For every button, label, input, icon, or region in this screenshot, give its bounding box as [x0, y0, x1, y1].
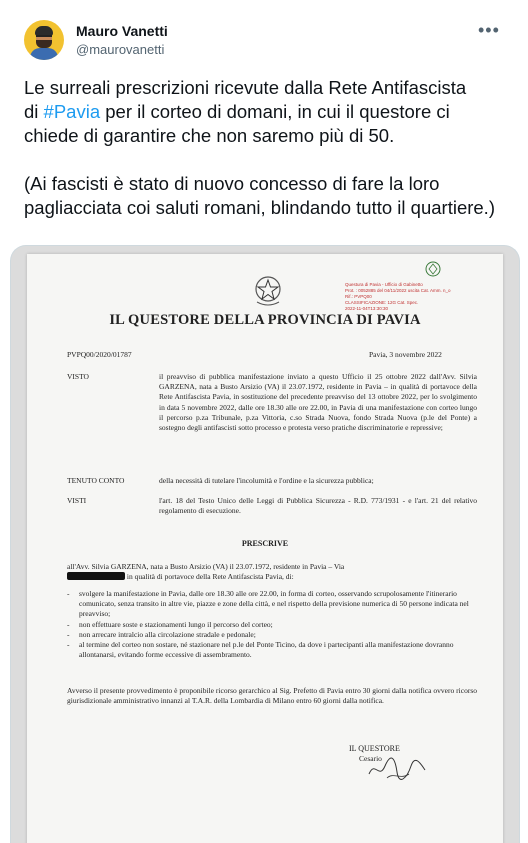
tweet-image[interactable]	[10, 245, 520, 843]
author-name[interactable]: Mauro Vanetti	[76, 23, 168, 39]
document-title: IL QUESTORE DELLA PROVINCIA DI PAVIA	[109, 312, 421, 328]
signature-icon	[367, 754, 427, 782]
document-date: Pavia, 3 novembre 2022	[369, 350, 442, 359]
protocol-number: PVPQ00/2020/01787	[67, 350, 132, 359]
addressee-text: all'Avv. Silvia GARZENA, nata a Busto Arsizio (VA) il 23.07.1972, residente in Pavia – Via in qualità di portavoce della Rete Antifascista Pavia, di:	[67, 562, 345, 582]
more-icon[interactable]: •••	[478, 20, 500, 40]
italian-emblem-icon	[253, 274, 283, 308]
tweet-text-paragraph: (Ai fascisti è stato di nuovo concesso di fare la loro pagliacciata coi saluti romani, blindando tutto il quartiere.)	[24, 173, 495, 218]
signer-name: Cesario	[359, 754, 382, 763]
hashtag-link[interactable]: #Pavia	[43, 101, 101, 122]
list-item: - svolgere la manifestazione in Pavia, dalle ore 18.30 alle ore 22.00, in forma di corteo, osservando scrupolosamente l'itinerario comunicato, senza transito in altre vie, piazze e zone della città, e nel rispetto della previsione numerica di 50 persone indicata nel preavviso;	[67, 589, 477, 620]
stamp-line: Rif.: PVPQ00	[345, 294, 372, 299]
visti-text: l'art. 18 del Testo Unico delle Leggi di Pubblica Sicurezza - R.D. 773/1931 - e l'art. 21 del relativo regolamento di esecuzione.	[159, 496, 477, 516]
seal-icon	[425, 260, 441, 278]
prescrive-heading: PRESCRIVE	[241, 539, 289, 548]
list-item: - non effettuare soste e stazionamenti lungo il percorso del corteo;	[67, 620, 477, 630]
tenuto-conto-text: della necessità di tutelare l'incolumità e l'ordine e la sicurezza pubblica;	[159, 476, 374, 485]
prescription-list	[67, 589, 477, 660]
tweet-text-line: per il corteo di domani, in cui il questore ci	[100, 101, 450, 122]
author-handle[interactable]: @maurovanetti	[76, 42, 165, 57]
tweet-text-line: di	[24, 101, 44, 122]
visti-label: VISTI	[67, 496, 87, 505]
tenuto-conto-label: TENUTO CONTO	[67, 476, 125, 485]
stamp-line: Prot. : 0052885 del 04/11/2022 uscita Cat. Amm. n_o	[345, 288, 451, 293]
stamp-line: 2022-11-04T13:30:30	[345, 306, 388, 311]
tweet-text-line: chiede di garantire che non saremo più di 50.	[24, 125, 395, 146]
redaction-bar	[67, 572, 125, 580]
appeal-text: Avverso il presente provvedimento è proponibile ricorso gerarchico al Sig. Prefetto di Pavia entro 30 giorni dalla notifica ovvero ricorso giurisdizionale amministrativo innanzi al T.A.R. della Lombardia di Milano entro 60 giorni dalla notifica.	[67, 686, 477, 706]
visto-label: VISTO	[67, 372, 89, 381]
stamp-line: CLASSIFICAZIONE: 12G Cat. Spec.	[345, 300, 419, 305]
list-item: - al termine del corteo non sostare, né stazionare nel p.le del Ponte Ticino, da dove i partecipanti alla manifestazione dovranno allontanarsi, evitando forme eccessive di assembramento.	[67, 640, 477, 660]
tweet-text	[24, 76, 504, 220]
visto-text: il preavviso di pubblica manifestazione inviato a questo Ufficio il 25 ottobre 2022 dall'Avv. Silvia GARZENA, nata a Busto Arsizio (VA) il 23.07.1972, residente in Pavia – in qualità di portavoce della Rete Antifascista Pavia, in sostituzione del precedente preavviso del 13 ottobre 2022, per lo svolgimento in data 5 novembre 2022, dalle ore 18.30 alle ore 22.00, in Pavia di una manifestazione con corteo lungo il percorso p.za Tribunale, p.za Vittoria, c.so Strada Nuova, fondo Strada Nuova (p.le del Ponte) a sostegno degli antifascisti sotto processo e protesta verso pratiche discriminatorie e repressive;	[159, 372, 477, 433]
tweet-text-line: Le surreali prescrizioni ricevute dalla Rete Antifascista	[24, 77, 467, 98]
document-scan	[27, 254, 503, 843]
signature-title: IL QUESTORE	[349, 744, 400, 753]
protocol-stamp	[345, 260, 487, 316]
avatar[interactable]	[24, 20, 64, 60]
list-item: - non arrecare intralcio alla circolazione stradale e pedonale;	[67, 630, 477, 640]
stamp-line: Questura di Pavia - Ufficio di Gabinetto	[345, 282, 423, 287]
